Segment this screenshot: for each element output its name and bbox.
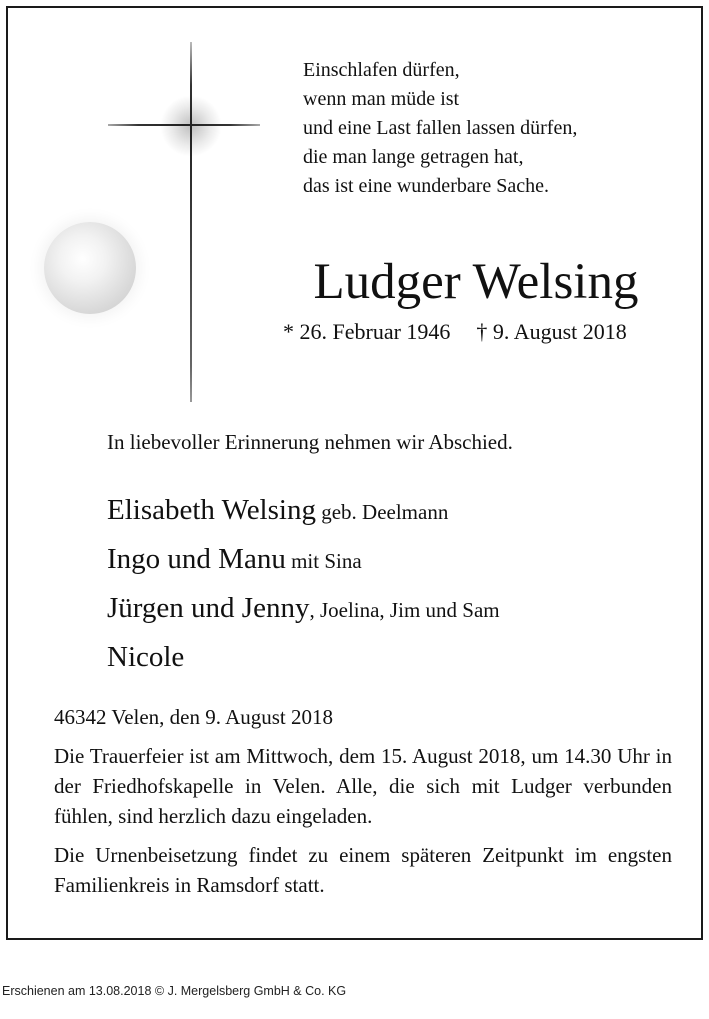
life-dates	[283, 317, 627, 347]
mourner-extra: , Joelina, Jim und Sam	[309, 598, 500, 622]
publication-footer: Erschienen am 13.08.2018 © J. Mergelsberg GmbH & Co. KG	[2, 984, 347, 998]
poem-line: die man lange getragen hat,	[303, 146, 524, 168]
mourner-entry	[107, 486, 500, 535]
mourner-extra: mit Sina	[285, 549, 362, 573]
poem-line: Einschlafen dürfen,	[303, 59, 460, 81]
deceased-name: Ludger Welsing	[313, 254, 639, 310]
mourner-name: Ingo und Manu	[107, 543, 286, 575]
poem-line: wenn man müde ist	[303, 88, 460, 110]
mourner-name: Nicole	[107, 641, 185, 673]
death-date: † 9. August 2018	[476, 319, 627, 344]
poem-line: das ist eine wunderbare Sache.	[303, 175, 550, 197]
urn-burial-info: Die Urnenbeisetzung findet zu einem späteren Zeitpunkt im engsten Familienkreis in Ramsdorf statt.	[54, 843, 672, 897]
mourner-extra: geb. Deelmann	[315, 500, 449, 524]
poem	[303, 56, 683, 201]
mourners-list	[107, 486, 500, 682]
birth-date: * 26. Februar 1946	[283, 319, 451, 344]
mourner-entry	[107, 584, 500, 633]
poem-line: und eine Last fallen lassen dürfen,	[303, 117, 578, 139]
moon-graphic	[44, 222, 136, 314]
farewell-intro: In liebevoller Erinnerung nehmen wir Abschied.	[107, 430, 513, 454]
cross-icon-beam	[108, 124, 260, 126]
mourner-name: Elisabeth Welsing	[107, 494, 316, 526]
cross-icon	[190, 42, 192, 402]
place-date: 46342 Velen, den 9. August 2018	[54, 705, 334, 729]
funeral-info: Die Trauerfeier ist am Mittwoch, dem 15. August 2018, um 14.30 Uhr in der Friedhofskapelle in Velen. Alle, die sich mit Ludger verbunden fühlen, sind herzlich dazu eingeladen.	[54, 744, 672, 828]
mourner-entry	[107, 535, 500, 584]
mourner-entry	[107, 633, 500, 682]
mourner-name: Jürgen und Jenny	[107, 592, 310, 624]
